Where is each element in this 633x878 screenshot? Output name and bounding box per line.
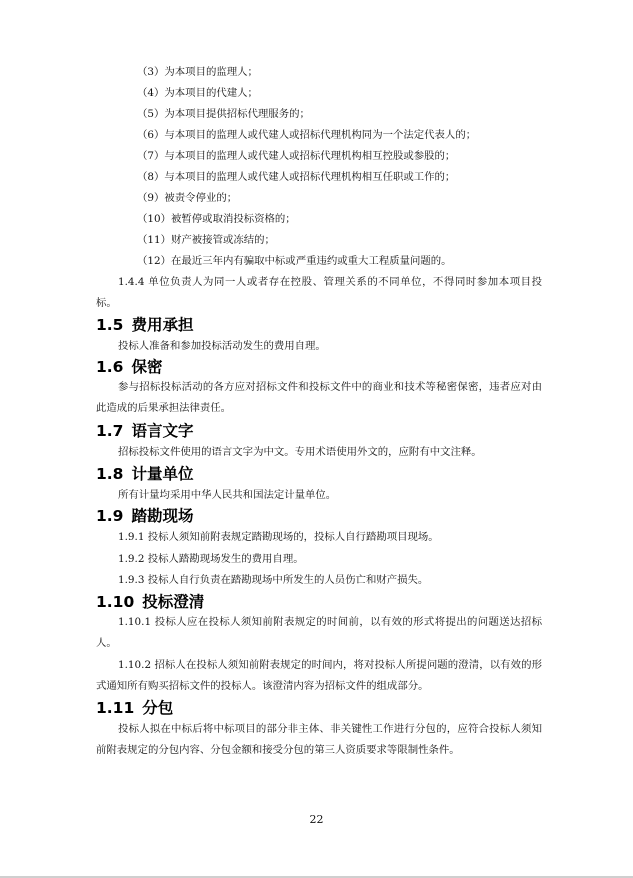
section-heading-1-10 [96,592,204,612]
section-number: 1.6 [96,358,124,376]
list-item: （10）被暂停或取消投标资格的； [137,213,296,225]
section-number: 1.7 [96,422,124,440]
paragraph: 1.10.1 投标人应在投标人须知前附表规定的时间前，以有效的形式将提出的问题送达招标人。 [96,616,542,649]
list-item: （12）在最近三年内有骗取中标或严重违约或重大工程质量问题的。 [137,255,452,267]
paragraph: 招标投标文件使用的语言文字为中文。专用术语使用外文的，应附有中文注释。 [118,446,482,458]
section-heading-1-7 [96,421,193,441]
list-item: （6）与本项目的监理人或代建人或招标代理机构同为一个法定代表人的； [137,129,477,141]
section-heading-1-9 [96,506,193,526]
section-number: 1.8 [96,465,124,483]
page-number: 22 [309,813,324,826]
paragraph: 1.9.2 投标人踏勘现场发生的费用自理。 [118,553,304,565]
paragraph-1-4-4: 1.4.4 单位负责人为同一人或者存在控股、管理关系的不同单位，不得同时参加本项目投标。 [96,276,542,309]
paragraph: 所有计量均采用中华人民共和国法定计量单位。 [118,489,337,501]
section-heading-1-6 [96,357,162,377]
paragraph: 1.10.2 招标人在投标人须知前附表规定的时间内，将对投标人所提问题的澄清，以有效的形式通知所有购买招标文件的投标人。该澄清内容为招标文件的组成部分。 [96,659,542,692]
list-item: （9）被责令停业的； [137,192,238,204]
section-title: 踏勘现场 [131,507,194,525]
section-heading-1-5 [96,315,193,335]
paragraph: 投标人拟在中标后将中标项目的部分非主体、非关键性工作进行分包的，应符合投标人须知前附表规定的分包内容、分包金额和接受分包的第三人资质要求等限制性条件。 [96,723,542,756]
list-item: （5）为本项目提供招标代理服务的； [137,108,310,120]
section-number: 1.11 [96,699,135,717]
section-number: 1.10 [96,593,135,611]
list-item: （3）为本项目的监理人； [137,66,258,78]
list-item: （4）为本项目的代建人； [137,87,258,99]
section-title: 费用承担 [131,316,194,334]
paragraph: 投标人准备和参加投标活动发生的费用自理。 [118,340,326,352]
section-title: 计量单位 [131,465,194,483]
list-item: （7）与本项目的监理人或代建人或招标代理机构相互控股或参股的； [137,150,456,162]
paragraph: 1.9.3 投标人自行负责在踏勘现场中所发生的人员伤亡和财产损失。 [118,574,429,586]
paragraph: 1.9.1 投标人须知前附表规定踏勘现场的，投标人自行踏勘项目现场。 [118,531,439,543]
section-title: 保密 [131,358,163,376]
list-item: （8）与本项目的监理人或代建人或招标代理机构相互任职或工作的； [137,171,456,183]
section-title: 语言文字 [131,422,194,440]
section-title: 分包 [142,699,174,717]
list-item: （11）财产被接管或冻结的； [137,234,275,246]
section-number: 1.9 [96,507,124,525]
section-title: 投标澄清 [142,593,205,611]
section-number: 1.5 [96,316,124,334]
paragraph: 参与招标投标活动的各方应对招标文件和投标文件中的商业和技术等秘密保密，违者应对由此造成的后果承担法律责任。 [96,381,542,414]
section-heading-1-8 [96,464,193,484]
section-heading-1-11 [96,698,173,718]
